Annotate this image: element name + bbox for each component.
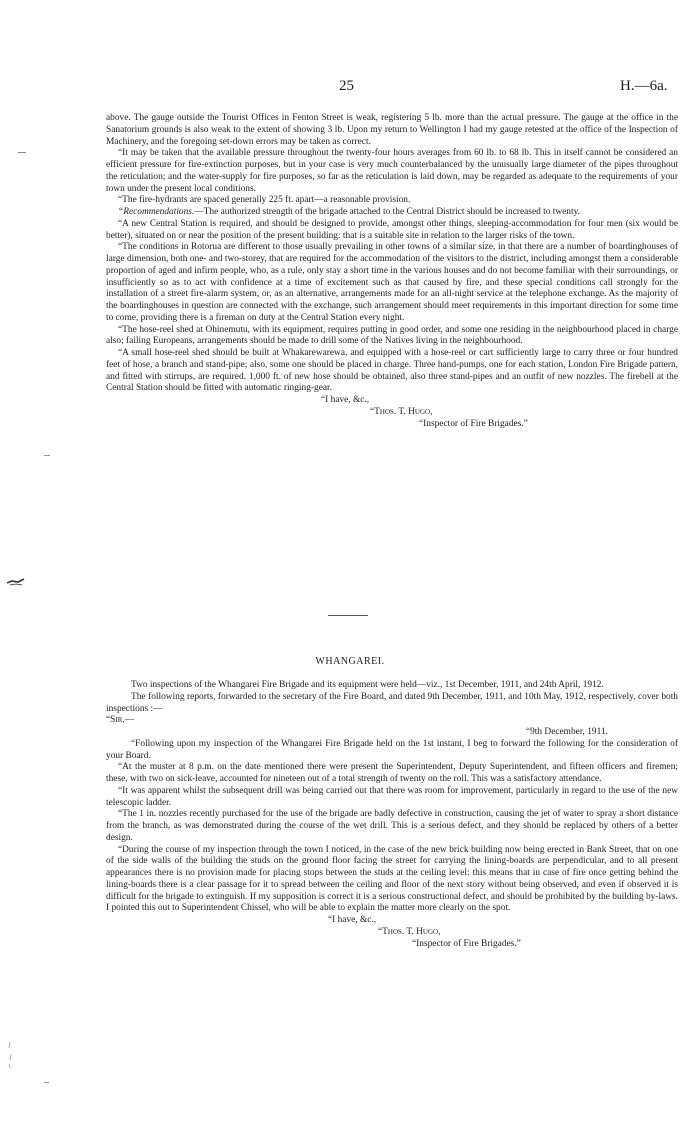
signature-name: “Thos. T. Hugo,	[370, 406, 433, 417]
letter-date: “9th December, 1911.	[525, 727, 608, 737]
paragraph: “The 1 in. nozzles recently purchased for the use of the brigade are badly defective in construction, causing the jet of water to spray a short distance from the branch, as was demonstrated during the course of the wet drill. This is a serious defect, and they should be replaced by others of a better design.	[106, 809, 678, 843]
paragraph: above. The gauge outside the Tourist Offices in Fenton Street is weak, registering 5 lb. more than the actual pressure. The gauge at the office in the Sanatorium grounds is also weak to the extent of showing 3 lb. Upon my return to Wellington I had my gauge retested at the office of the Inspection of Machinery, and the foregoing set-down errors may be taken as correct.	[106, 113, 678, 147]
scan-smudge-icon	[6, 577, 26, 587]
paragraph-text: —The authorized strength of the brigade attached to the Central District should be increased to twenty.	[194, 207, 581, 217]
page-number: 25	[339, 78, 354, 94]
margin-mark	[44, 1082, 49, 1083]
paragraph: “During the course of my inspection through the town I noticed, in the case of the new brick building now being erected in Bank Street, that on one of the side walls of the building the studs on the ground floor facing the street for carrying the lining-boards are perpendicular, and to all present appearances there is no provision made for placing stops between the studs at the ceiling level: this means that in case of fire once getting behind the lining-boards there is a clear passage for it to spread between the ceiling and floor of the next story without being observed, and even if observed it is difficult for the brigade to extinguish. If my supposition is correct it is a serious constructional defect, and should be prohibited by the building by-laws. I pointed this out to Superintendent Chissel, who will be able to explain the matter more clearly on the spot.	[106, 844, 678, 914]
paragraph: “A new Central Station is required, and should be designed to provide, amongst other things, sleeping-accommodation for four men (six would be better), situated on or near the position of the present building: that is a suitable site in relation to the larger risks of the town.	[106, 218, 678, 241]
section-divider	[328, 615, 368, 616]
scan-smudge-icon	[6, 1040, 14, 1070]
paragraph: “It was apparent whilst the subsequent drill was being carried out that there was room for improvement, particularly in regard to the use of the new telescopic ladder.	[106, 785, 678, 808]
letter-closing: “I have, &c.,	[321, 395, 370, 405]
paragraph: “A small hose-reel shed should be built at Whakarewarewa, and equipped with a hose-reel or cart sufficiently large to carry three or four hundred feet of hose, a branch and stand-pipe; also, some one should be placed in charge. Three hand-pumps, one for each station, London Fire Brigade pattern, and fitted with stirrups, are required. 1,000 ft. of new hose should be obtained, also three stand-pipes and an outfit of new nozzles. The firebell at the Central Station should be fitted with automatic ringing-gear.	[106, 348, 678, 394]
letter-closing: “I have, &c.,	[328, 915, 377, 925]
paragraph: “At the muster at 8 p.m. on the date mentioned there were present the Superintendent, Deputy Superintendent, and fifteen officers and firemen; these, with two on sick-leave, accounted for nineteen out of a total strength of twenty on the roll. This was a satisfactory attendance.	[106, 762, 678, 784]
rotorua-report-continuation	[106, 113, 678, 430]
recommendations-paragraph	[106, 207, 678, 219]
paragraph: The following reports, forwarded to the secretary of the Fire Board, and dated 9th December, 1911, and 10th May, 1912, respectively, cover both inspections :—	[106, 691, 678, 714]
margin-mark	[18, 152, 26, 153]
paragraph: “Following upon my inspection of the Whangarei Fire Brigade held on the 1st instant, I beg to forward the following for the consideration of your Board.	[106, 738, 678, 761]
signature-title: “Inspector of Fire Brigades.”	[412, 938, 521, 949]
paragraph: “The fire-hydrants are spaced generally 225 ft. apart—a reasonable provision.	[118, 195, 411, 206]
paragraph: Two inspections of the Whangarei Fire Brigade and its equipment were held—viz., 1st December, 1911, and 24th April, 1912.	[131, 680, 604, 690]
recommendations-heading: “Recommendations.	[118, 207, 195, 217]
document-reference: H.—6a.	[620, 78, 668, 94]
signature-name: “Thos. T. Hugo,	[378, 926, 441, 937]
paragraph: “It may be taken that the available pressure throughout the twenty-four hours averages from 60 lb. to 68 lb. This in itself cannot be considered an efficient pressure for fire-extinction purposes, but in your case is very much counterbalanced by the unusually large diameter of the pipes throughout the reticulation; and the water-supply for fire purposes, so far as the reticulation is laid down, may be regarded as adequate to the requirements of your town under the present local conditions.	[106, 148, 678, 194]
paragraph: “The hose-reel shed at Ohinemutu, with its equipment, requires putting in good order, and some one residing in the neighbourhood placed in charge also; failing Europeans, arrangements should be made to drill some of the Natives living in the neighbourhood.	[106, 324, 678, 347]
paragraph: “The conditions in Rotorua are different to those usually prevailing in other towns of a similar size, in that there are a number of boardinghouses of large dimension, both one- and two-storey, that are required for the accommodation of the visitors to the district, including amongst them a considerable proportion of aged and infirm people, who, as a rule, only stay a short time in the various houses and do not become familiar with their surroundings, or insufficiently so as to act with confidence at a time of excitement such as that caused by fire, and these special conditions call strongly for the installation of a street fire-alarm system, or, as an alternative, arrangements made for an all-night service at the telephone exchange. As the majority of the boardinghouses in question are connected with the exchange, such arrangement should meet requirements in this important direction for some time to come, providing there is a fireman on duty at the Central Station every night.	[106, 242, 678, 323]
section-heading: WHANGAREI.	[315, 656, 385, 667]
margin-mark	[44, 455, 50, 456]
whangarei-section	[106, 680, 678, 950]
letter-salutation: “Sir,—	[106, 715, 135, 726]
signature-title: “Inspector of Fire Brigades.”	[419, 418, 528, 429]
